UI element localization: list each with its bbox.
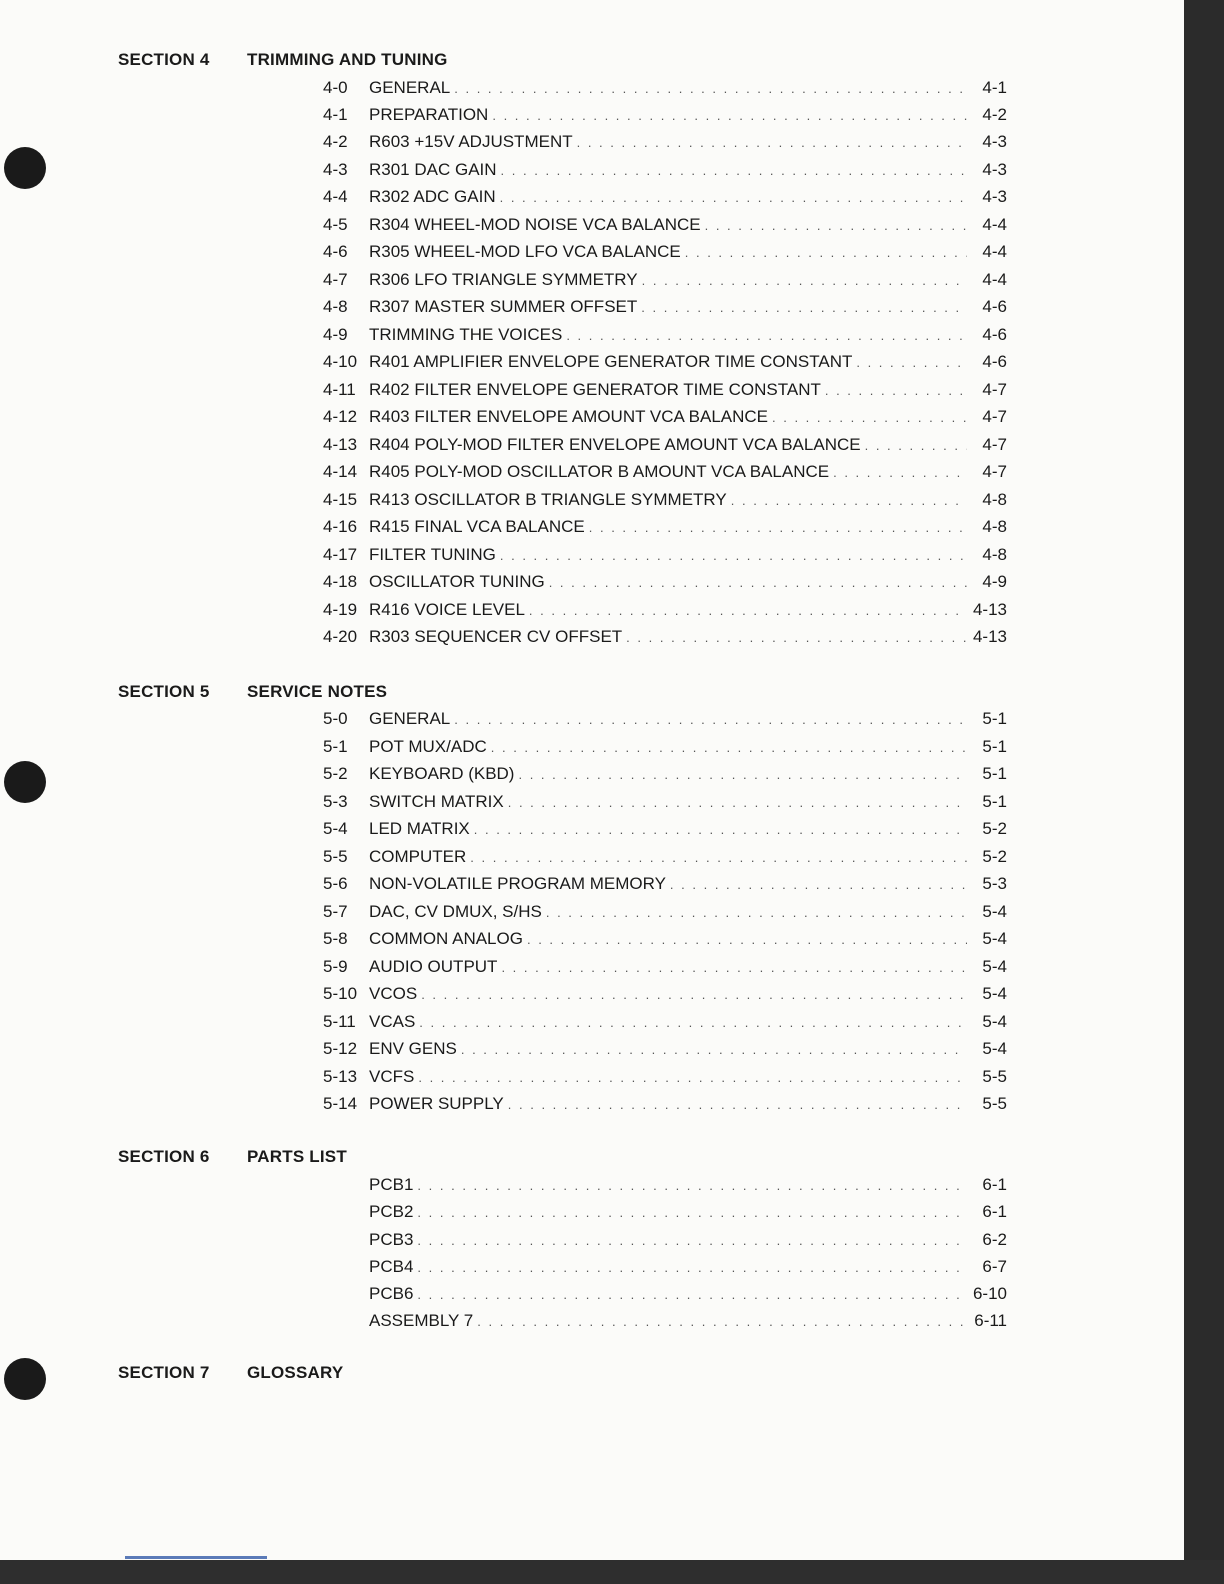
toc-entry — [323, 105, 1007, 132]
entry-title: R301 DAC GAIN — [369, 160, 497, 179]
toc-entry — [323, 270, 1007, 297]
entry-id: 5-11 — [323, 1012, 356, 1031]
toc-entry — [323, 435, 1007, 462]
dot-leader — [501, 163, 967, 178]
section-number: SECTION 7 — [118, 1363, 210, 1382]
entry-page: 5-3 — [982, 874, 1007, 893]
entry-page: 5-1 — [982, 792, 1007, 811]
entry-page: 4-2 — [982, 105, 1007, 124]
entry-id: 4-19 — [323, 600, 358, 619]
entry-title: SWITCH MATRIX — [369, 792, 504, 811]
dot-leader — [705, 218, 967, 233]
entry-page: 4-7 — [982, 435, 1007, 454]
entry-page: 6-11 — [974, 1311, 1007, 1330]
entry-id: 4-9 — [323, 325, 348, 344]
entry-title: GENERAL — [369, 78, 451, 97]
dot-leader — [865, 438, 967, 453]
dot-leader — [508, 1097, 967, 1112]
dot-leader — [492, 108, 967, 123]
page-right-edge — [1184, 0, 1224, 1584]
toc-entry — [323, 517, 1007, 544]
entry-id: 5-9 — [323, 957, 348, 976]
section-title: PARTS LIST — [247, 1147, 347, 1166]
dot-leader — [731, 493, 967, 508]
dot-leader — [670, 877, 967, 892]
entry-id: 5-13 — [323, 1067, 358, 1086]
entry-id: 5-2 — [323, 764, 348, 783]
entry-page: 5-2 — [982, 819, 1007, 838]
entry-id: 4-1 — [323, 105, 348, 124]
toc-entry — [323, 297, 1007, 324]
dot-leader — [417, 1178, 967, 1193]
entry-title: NON-VOLATILE PROGRAM MEMORY — [369, 874, 666, 893]
section-heading — [118, 1363, 343, 1383]
toc-entry — [323, 737, 1007, 764]
entry-title: R404 POLY-MOD FILTER ENVELOPE AMOUNT VCA BALANCE — [369, 435, 861, 454]
dot-leader — [500, 548, 967, 563]
toc-entry — [369, 1230, 1007, 1257]
entry-id: 5-4 — [323, 819, 348, 838]
toc-entry — [323, 819, 1007, 846]
toc-entry — [323, 709, 1007, 736]
dot-leader — [529, 603, 967, 618]
entry-id: 4-4 — [323, 187, 348, 206]
toc-entry — [369, 1257, 1007, 1284]
toc-entry — [369, 1175, 1007, 1202]
entry-page: 4-7 — [982, 407, 1007, 426]
toc-entry — [323, 1012, 1007, 1039]
toc-entry — [323, 847, 1007, 874]
section-title: SERVICE NOTES — [247, 682, 388, 701]
section-heading — [118, 50, 448, 70]
entry-title: DAC, CV DMUX, S/HS — [369, 902, 542, 921]
section-heading — [118, 682, 387, 702]
dot-leader — [685, 245, 967, 260]
toc-entry — [323, 600, 1007, 627]
entry-title: ENV GENS — [369, 1039, 457, 1058]
toc-entry — [323, 1067, 1007, 1094]
entry-title: PCB4 — [369, 1257, 414, 1276]
entry-id: 4-12 — [323, 407, 358, 426]
toc-entry — [323, 957, 1007, 984]
toc-entry — [323, 407, 1007, 434]
entry-title: COMMON ANALOG — [369, 929, 523, 948]
section-number: SECTION 4 — [118, 50, 210, 69]
toc-entry — [369, 1311, 1007, 1338]
entry-title: R415 FINAL VCA BALANCE — [369, 517, 585, 536]
toc-entry — [323, 187, 1007, 214]
entry-id: 5-6 — [323, 874, 348, 893]
entry-page: 5-1 — [982, 709, 1007, 728]
entry-page: 4-6 — [982, 352, 1007, 371]
entry-title: POWER SUPPLY — [369, 1094, 504, 1113]
entry-page: 6-10 — [972, 1284, 1007, 1303]
entry-title: FILTER TUNING — [369, 545, 496, 564]
toc-entry — [323, 1094, 1007, 1121]
entry-title: PCB3 — [369, 1230, 414, 1249]
toc-entry — [323, 462, 1007, 489]
dot-leader — [626, 630, 967, 645]
dot-leader — [500, 190, 967, 205]
dot-leader — [454, 81, 967, 96]
entry-page: 5-1 — [982, 737, 1007, 756]
entry-page: 5-5 — [982, 1094, 1007, 1113]
toc-entry — [323, 215, 1007, 242]
entry-id: 4-2 — [323, 132, 348, 151]
entry-page: 4-6 — [982, 325, 1007, 344]
entry-page: 4-4 — [982, 270, 1007, 289]
dot-leader — [474, 822, 967, 837]
entry-id: 5-10 — [323, 984, 358, 1003]
entry-id: 4-3 — [323, 160, 348, 179]
entry-title: TRIMMING THE VOICES — [369, 325, 563, 344]
entry-title: R413 OSCILLATOR B TRIANGLE SYMMETRY — [369, 490, 727, 509]
entry-id: 5-5 — [323, 847, 348, 866]
entry-id: 4-0 — [323, 78, 348, 97]
toc-entry — [323, 242, 1007, 269]
binder-hole — [4, 761, 46, 803]
entry-page: 4-7 — [982, 380, 1007, 399]
entry-title: VCOS — [369, 984, 418, 1003]
entry-id: 4-16 — [323, 517, 358, 536]
entry-page: 6-1 — [982, 1175, 1007, 1194]
binder-hole — [4, 1358, 46, 1400]
dot-leader — [825, 383, 967, 398]
entry-title: COMPUTER — [369, 847, 467, 866]
entry-page: 5-1 — [982, 764, 1007, 783]
entry-id: 4-7 — [323, 270, 348, 289]
entry-page: 4-8 — [982, 490, 1007, 509]
entry-title: GENERAL — [369, 709, 451, 728]
entry-page: 5-4 — [982, 902, 1007, 921]
dot-leader — [527, 932, 967, 947]
entry-page: 5-4 — [982, 1012, 1007, 1031]
dot-leader — [833, 465, 967, 480]
entry-title: POT MUX/ADC — [369, 737, 487, 756]
entry-title: PCB2 — [369, 1202, 414, 1221]
dot-leader — [501, 960, 967, 975]
entry-page: 5-4 — [982, 957, 1007, 976]
toc-entry — [323, 490, 1007, 517]
entry-page: 4-3 — [982, 187, 1007, 206]
toc-entry — [323, 545, 1007, 572]
dot-leader — [642, 273, 967, 288]
entry-title: R401 AMPLIFIER ENVELOPE GENERATOR TIME CONSTANT — [369, 352, 853, 371]
entry-title: PCB6 — [369, 1284, 414, 1303]
section-title: TRIMMING AND TUNING — [247, 50, 448, 69]
dot-leader — [546, 905, 967, 920]
entry-title: KEYBOARD (KBD) — [369, 764, 515, 783]
entry-page: 5-2 — [982, 847, 1007, 866]
entry-title: ASSEMBLY 7 — [369, 1311, 474, 1330]
entry-page: 4-13 — [972, 627, 1007, 646]
dot-leader — [477, 1314, 967, 1329]
entry-id: 4-18 — [323, 572, 358, 591]
bottom-edge-mark — [125, 1556, 267, 1559]
entry-id: 5-1 — [323, 737, 348, 756]
entry-title: PCB1 — [369, 1175, 414, 1194]
dot-leader — [470, 850, 967, 865]
entry-page: 5-4 — [982, 1039, 1007, 1058]
entry-id: 4-6 — [323, 242, 348, 261]
entry-title: R307 MASTER SUMMER OFFSET — [369, 297, 638, 316]
entry-page: 6-7 — [982, 1257, 1007, 1276]
entry-page: 5-4 — [982, 984, 1007, 1003]
binder-hole — [4, 147, 46, 189]
entry-title: R305 WHEEL-MOD LFO VCA BALANCE — [369, 242, 681, 261]
toc-entry — [369, 1202, 1007, 1229]
toc-entry — [323, 902, 1007, 929]
dot-leader — [589, 520, 967, 535]
dot-leader — [577, 135, 967, 150]
entry-title: OSCILLATOR TUNING — [369, 572, 545, 591]
toc-entry — [323, 627, 1007, 654]
entry-title: R603 +15V ADJUSTMENT — [369, 132, 573, 151]
entry-id: 4-17 — [323, 545, 358, 564]
dot-leader — [417, 1287, 967, 1302]
dot-leader — [549, 575, 967, 590]
section-number: SECTION 6 — [118, 1147, 210, 1166]
toc-entry — [323, 874, 1007, 901]
dot-leader — [417, 1233, 967, 1248]
section-number: SECTION 5 — [118, 682, 210, 701]
entry-id: 4-14 — [323, 462, 358, 481]
toc-entry — [369, 1284, 1007, 1311]
entry-page: 4-4 — [982, 215, 1007, 234]
entry-id: 5-3 — [323, 792, 348, 811]
dot-leader — [454, 712, 967, 727]
entry-title: R306 LFO TRIANGLE SYMMETRY — [369, 270, 638, 289]
section-heading — [118, 1147, 347, 1167]
entry-page: 5-4 — [982, 929, 1007, 948]
dot-leader — [461, 1042, 967, 1057]
entry-id: 4-15 — [323, 490, 358, 509]
entry-title: R402 FILTER ENVELOPE GENERATOR TIME CONSTANT — [369, 380, 821, 399]
toc-entry — [323, 1039, 1007, 1066]
entry-page: 4-3 — [982, 132, 1007, 151]
entry-id: 5-0 — [323, 709, 348, 728]
entry-title: R303 SEQUENCER CV OFFSET — [369, 627, 623, 646]
entry-id: 4-5 — [323, 215, 348, 234]
entry-title: LED MATRIX — [369, 819, 470, 838]
dot-leader — [419, 1015, 967, 1030]
entry-page: 4-8 — [982, 545, 1007, 564]
entry-title: R302 ADC GAIN — [369, 187, 496, 206]
entry-page: 6-1 — [982, 1202, 1007, 1221]
entry-title: VCAS — [369, 1012, 416, 1031]
toc-entry — [323, 572, 1007, 599]
entry-page: 4-9 — [982, 572, 1007, 591]
entry-id: 4-20 — [323, 627, 358, 646]
dot-leader — [417, 1205, 967, 1220]
entry-title: PREPARATION — [369, 105, 489, 124]
toc-entry — [323, 984, 1007, 1011]
entry-page: 6-2 — [982, 1230, 1007, 1249]
entry-page: 5-5 — [982, 1067, 1007, 1086]
toc-entry — [323, 764, 1007, 791]
entry-page: 4-7 — [982, 462, 1007, 481]
toc-entry — [323, 325, 1007, 352]
entry-id: 5-8 — [323, 929, 348, 948]
toc-entry — [323, 78, 1007, 105]
entry-page: 4-1 — [982, 78, 1007, 97]
dot-leader — [418, 1070, 967, 1085]
page-bottom-edge — [0, 1560, 1224, 1584]
section-title: GLOSSARY — [247, 1363, 344, 1382]
entry-page: 4-13 — [972, 600, 1007, 619]
toc-entry — [323, 132, 1007, 159]
entry-title: R405 POLY-MOD OSCILLATOR B AMOUNT VCA BALANCE — [369, 462, 830, 481]
dot-leader — [421, 987, 967, 1002]
entry-id: 4-13 — [323, 435, 358, 454]
entry-page: 4-3 — [982, 160, 1007, 179]
entry-title: R403 FILTER ENVELOPE AMOUNT VCA BALANCE — [369, 407, 769, 426]
dot-leader — [772, 410, 967, 425]
entry-page: 4-8 — [982, 517, 1007, 536]
dot-leader — [641, 300, 967, 315]
entry-id: 4-11 — [323, 380, 356, 399]
toc-entry — [323, 160, 1007, 187]
entry-id: 4-8 — [323, 297, 348, 316]
entry-page: 4-4 — [982, 242, 1007, 261]
dot-leader — [508, 795, 967, 810]
dot-leader — [417, 1260, 967, 1275]
entry-id: 5-14 — [323, 1094, 358, 1113]
entry-id: 5-12 — [323, 1039, 358, 1058]
dot-leader — [566, 328, 967, 343]
toc-entry — [323, 380, 1007, 407]
entry-page: 4-6 — [982, 297, 1007, 316]
entry-title: VCFS — [369, 1067, 415, 1086]
toc-entry — [323, 352, 1007, 379]
entry-title: AUDIO OUTPUT — [369, 957, 498, 976]
entry-id: 4-10 — [323, 352, 358, 371]
entry-title: R416 VOICE LEVEL — [369, 600, 525, 619]
entry-title: R304 WHEEL-MOD NOISE VCA BALANCE — [369, 215, 701, 234]
entry-id: 5-7 — [323, 902, 348, 921]
dot-leader — [491, 740, 967, 755]
dot-leader — [856, 355, 967, 370]
dot-leader — [518, 767, 967, 782]
toc-entry — [323, 929, 1007, 956]
toc-entry — [323, 792, 1007, 819]
